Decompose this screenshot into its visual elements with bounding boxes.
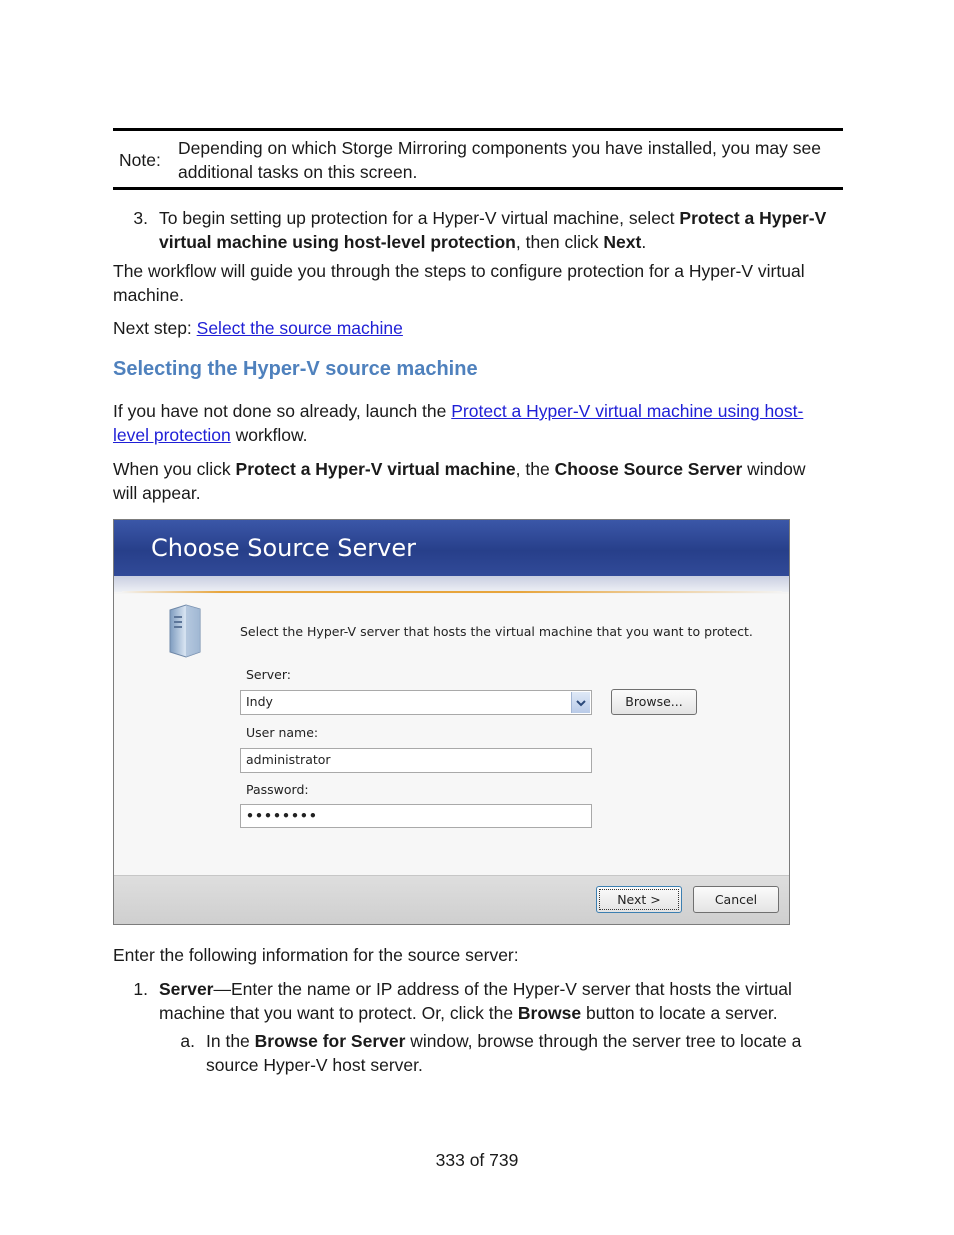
section-heading: Selecting the Hyper-V source machine xyxy=(113,358,478,380)
step-3-text: To begin setting up protection for a Hyper-V virtual machine, select Protect a Hyper-V virtual machine using host-level protection, then click Next. xyxy=(159,208,827,252)
select-source-machine-link[interactable]: Select the source machine xyxy=(196,318,403,338)
enter-paragraph: Enter the following information for the source server: xyxy=(113,945,519,965)
browse-button[interactable]: Browse... xyxy=(611,689,697,715)
dialog-footer xyxy=(114,875,789,924)
note-text: Depending on which Storge Mirroring components you have installed, you may see additional tasks on this screen. xyxy=(178,138,821,182)
launch-paragraph: If you have not done so already, launch the Protect a Hyper-V virtual machine using host-level protection workflow. xyxy=(113,401,804,445)
click-paragraph: When you click Protect a Hyper-V virtual machine, the Choose Source Server window will appear. xyxy=(113,459,806,503)
item-1a-text: In the Browse for Server window, browse through the server tree to locate a source Hyper-V host server. xyxy=(206,1031,802,1075)
next-step: Next step: Select the source machine xyxy=(113,318,403,338)
username-input[interactable]: administrator xyxy=(240,748,592,773)
workflow-paragraph: The workflow will guide you through the steps to configure protection for a Hyper-V virtual machine. xyxy=(113,261,805,305)
cancel-button[interactable]: Cancel xyxy=(693,886,779,913)
note-box xyxy=(113,128,843,190)
item-1-text: Server—Enter the name or IP address of the Hyper-V server that hosts the virtual machine that you want to protect. Or, click the Browse button to locate a server. xyxy=(159,979,792,1023)
chevron-down-icon[interactable] xyxy=(571,692,590,713)
item-1a-letter: a. xyxy=(180,1031,195,1051)
accent-line xyxy=(122,591,782,593)
dialog-title: Choose Source Server xyxy=(151,534,416,562)
dialog-header xyxy=(114,520,789,576)
username-label: User name: xyxy=(246,725,319,740)
choose-source-server-screenshot xyxy=(113,519,790,925)
server-combobox[interactable] xyxy=(240,690,592,715)
dialog-instruction: Select the Hyper-V server that hosts the virtual machine that you want to protect. xyxy=(240,624,753,639)
item-1-number: 1. xyxy=(133,979,148,999)
page-number: 333 of 739 xyxy=(435,1150,519,1170)
password-input[interactable]: •••••••• xyxy=(240,804,592,828)
protect-hyperv-workflow-link[interactable]: Protect a Hyper-V virtual machine using host-level protection xyxy=(113,401,804,445)
note-label: Note: xyxy=(119,150,161,170)
server-label: Server: xyxy=(246,667,291,682)
server-tower-icon xyxy=(166,604,204,658)
password-label: Password: xyxy=(246,782,309,797)
server-value: Indy xyxy=(246,694,273,709)
step-number: 3. xyxy=(133,208,148,228)
next-button[interactable]: Next > xyxy=(596,886,682,913)
header-stripe xyxy=(114,576,789,592)
